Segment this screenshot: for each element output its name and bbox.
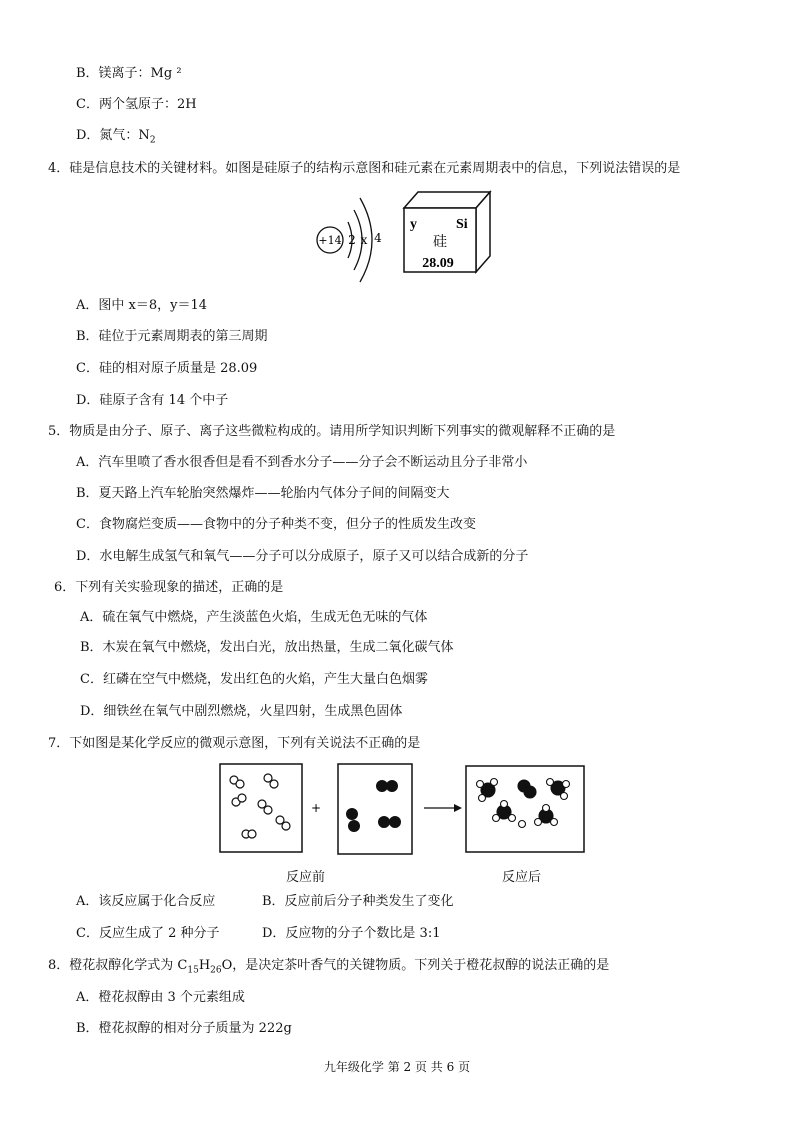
q6-option-a: A．硫在氧气中燃烧，产生淡蓝色火焰，生成无色无味的气体 bbox=[80, 610, 428, 625]
q7-option-a: A．该反应属于化合反应 bbox=[76, 894, 216, 909]
q7-option-d: D．反应物的分子个数比是 3:1 bbox=[262, 926, 441, 941]
q5-option-c: C．食物腐烂变质——食物中的分子种类不变，但分子的性质发生改变 bbox=[76, 517, 476, 532]
shell-2-electrons: x bbox=[360, 233, 368, 247]
reaction-micro-diagram bbox=[218, 762, 590, 858]
q8-option-b: B．橙花叔醇的相对分子质量为 222g bbox=[76, 1021, 292, 1036]
shell-3-electrons: 4 bbox=[374, 231, 382, 245]
question-4-stem: 4．硅是信息技术的关键材料。如图是硅原子的结构示意图和硅元素在元素周期表中的信息，下列说法错误的是 bbox=[48, 161, 681, 176]
q4-option-d: D．硅原子含有 14 个中子 bbox=[76, 393, 229, 408]
element-name: 硅 bbox=[433, 234, 447, 250]
question-5-stem: 5．物质是由分子、原子、离子这些微粒构成的。请用所学知识判断下列事实的微观解释不正确的是 bbox=[48, 424, 616, 439]
element-symbol: Si bbox=[456, 217, 468, 232]
caption-after-reaction: 反应后 bbox=[502, 870, 542, 885]
q8-option-a: A．橙花叔醇由 3 个元素组成 bbox=[76, 990, 245, 1005]
question-6-stem: 6．下列有关实验现象的描述，正确的是 bbox=[54, 580, 284, 595]
atomic-mass: 28.09 bbox=[422, 256, 454, 271]
shell-1-electrons: 2 bbox=[348, 233, 356, 247]
nucleus-label: +14 bbox=[318, 234, 342, 247]
q6-option-d: D．细铁丝在氧气中剧烈燃烧，火星四射，生成黑色固体 bbox=[80, 704, 403, 719]
q7-option-b: B．反应前后分子种类发生了变化 bbox=[262, 894, 454, 909]
plus-sign: + bbox=[310, 801, 322, 815]
q4-option-a: A．图中 x＝8，y＝14 bbox=[76, 298, 208, 313]
atomic-number: y bbox=[410, 217, 417, 232]
q3-option-d: D．氮气：$N_2$ bbox=[76, 128, 156, 146]
q6-option-c: C．红磷在空气中燃烧，发出红色的火焰，产生大量白色烟雾 bbox=[80, 672, 428, 687]
q4-option-b: B．硅位于元素周期表的第三周期 bbox=[76, 329, 268, 344]
q5-option-b: B．夏天路上汽车轮胎突然爆炸——轮胎内气体分子间的间隔变大 bbox=[76, 486, 450, 501]
silicon-atom-structure-diagram bbox=[308, 192, 388, 292]
q6-option-b: B．木炭在氧气中燃烧，发出白光，放出热量，生成二氧化碳气体 bbox=[80, 640, 454, 655]
q3-option-c: C．两个氢原子：2H bbox=[76, 97, 197, 112]
question-8-stem: 8．橙花叔醇化学式为 $C_{15}H_{26}O$，是决定茶叶香气的关键物质。下列关于橙花叔醇的说法正确的是 bbox=[48, 958, 610, 976]
question-7-stem: 7．下如图是某化学反应的微观示意图，下列有关说法不正确的是 bbox=[48, 736, 421, 751]
q4-option-c: C．硅的相对原子质量是 28.09 bbox=[76, 361, 258, 376]
q5-option-d: D．水电解生成氢气和氧气——分子可以分成原子，原子又可以结合成新的分子 bbox=[76, 549, 529, 564]
q5-option-a: A．汽车里喷了香水很香但是看不到香水分子——分子会不断运动且分子非常小 bbox=[76, 455, 528, 470]
q3-option-b: B．镁离子：Mg ² bbox=[76, 66, 182, 81]
periodic-table-cell-silicon bbox=[398, 188, 494, 276]
page-footer: 九年级化学 第 2 页 共 6 页 bbox=[323, 1060, 471, 1074]
caption-before-reaction: 反应前 bbox=[286, 870, 326, 885]
q7-option-c: C．反应生成了 2 种分子 bbox=[76, 926, 220, 941]
